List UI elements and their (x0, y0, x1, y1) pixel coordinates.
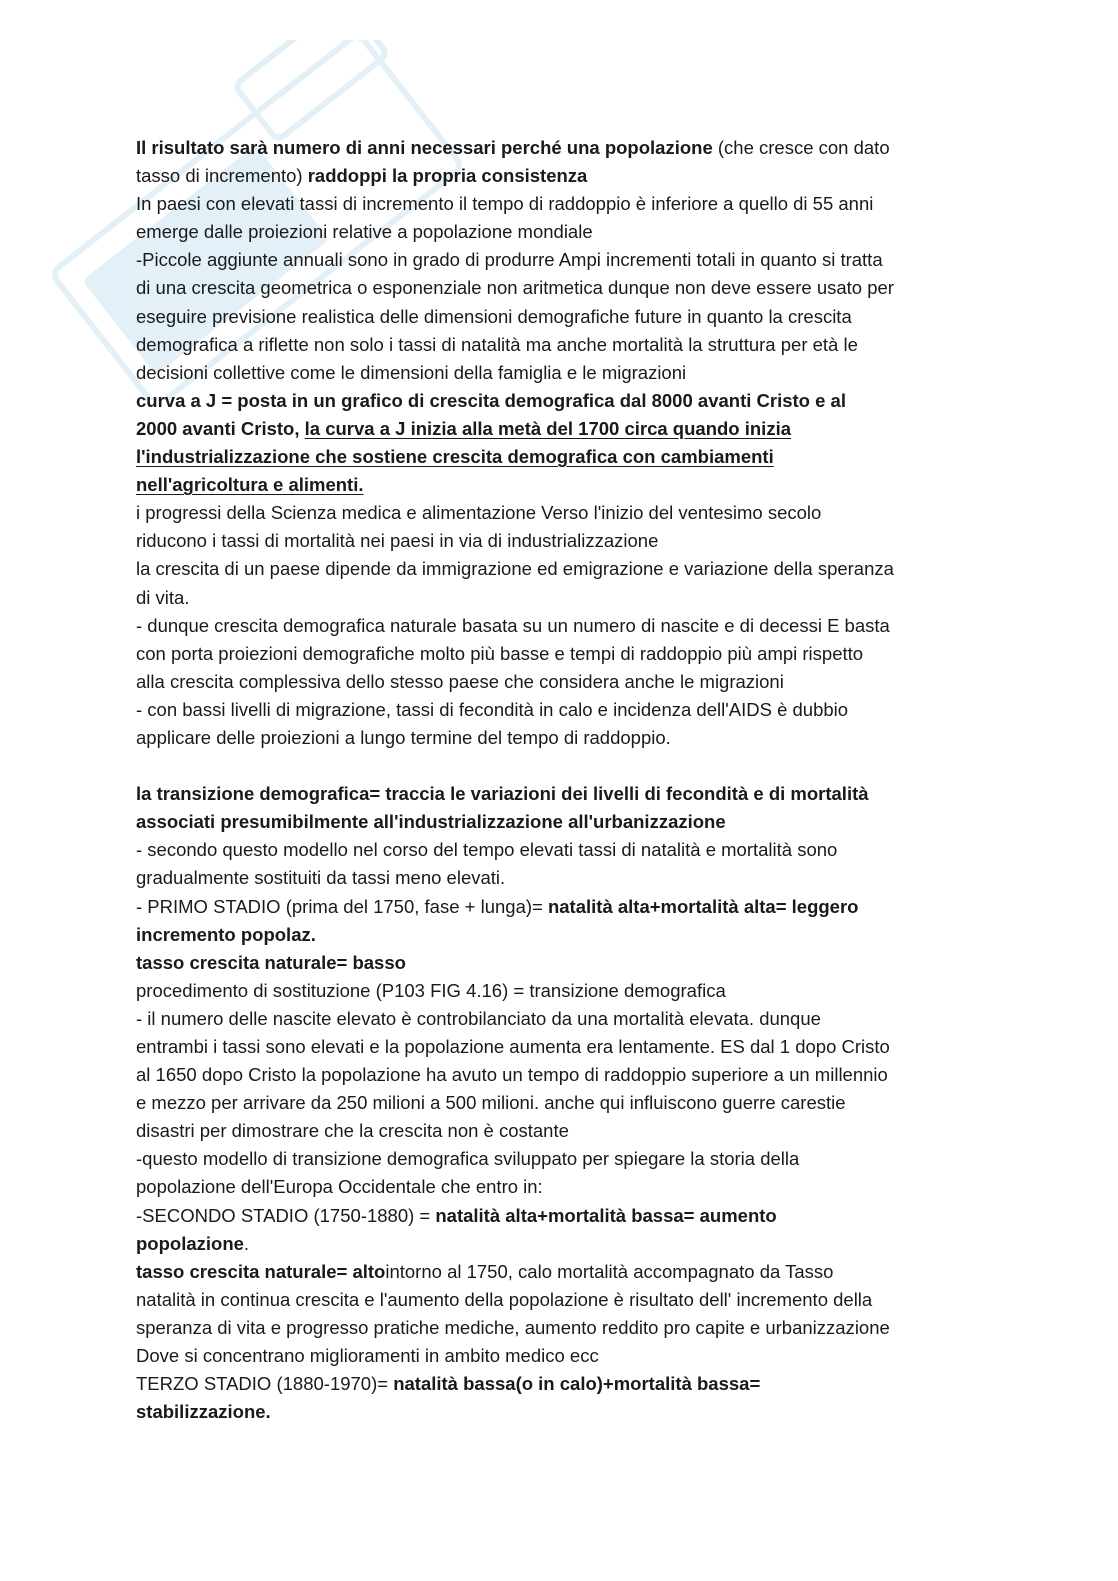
text-line (136, 1061, 986, 1089)
bold-text: natalità alta+mortalità alta= leggero (547, 895, 859, 917)
bold-text: stabilizzazione. (136, 1401, 271, 1423)
text-line (136, 808, 986, 836)
text-line (136, 640, 986, 668)
text-line (136, 471, 986, 499)
text-line (136, 1314, 986, 1342)
text-line (136, 1117, 986, 1145)
text-line (136, 584, 986, 612)
bold-text (305, 418, 791, 439)
text-line (136, 893, 986, 921)
text-line (136, 1258, 986, 1286)
text-line (136, 780, 986, 808)
text-line (136, 190, 986, 218)
bold-text: tasso crescita naturale= basso (136, 951, 406, 973)
text-line (136, 359, 986, 387)
text-line (136, 415, 986, 443)
text-segment: -SECONDO STADIO (1750-1880) = (136, 1204, 436, 1226)
bold-text: tasso crescita naturale= alto (136, 1260, 386, 1282)
underlined-text: l'industrializzazione che sostiene crescita demografica con cambiamenti (136, 446, 774, 468)
text-segment: . (243, 1232, 250, 1254)
text-segment: - con bassi livelli di migrazione, tassi di fecondità in calo e incidenza dell'AIDS è dubbio (136, 698, 849, 720)
text-segment: Dove si concentrano miglioramenti in ambito medico ecc (136, 1345, 599, 1367)
bold-text: la transizione demografica= traccia le variazioni dei livelli di fecondità e di mortalità (136, 783, 869, 805)
text-line (136, 218, 986, 246)
underlined-text: nell'agricoltura e alimenti. (136, 474, 364, 496)
text-line (136, 836, 986, 864)
paragraph-gap (136, 752, 986, 780)
text-segment: - secondo questo modello nel corso del tempo elevati tassi di natalità e mortalità sono (136, 839, 838, 861)
text-segment: demografica a riflette non solo i tassi di natalità ma anche mortalità la struttura per età le (136, 333, 858, 355)
text-segment: - il numero delle nascite elevato è controbilanciato da una mortalità elevata. dunque (136, 1007, 821, 1029)
text-segment: eseguire previsione realistica delle dimensioni demografiche future in quanto la crescita (136, 305, 852, 327)
text-segment: -questo modello di transizione demografica sviluppato per spiegare la storia della (136, 1148, 800, 1170)
text-segment: gradualmente sostituiti da tassi meno elevati. (136, 867, 506, 889)
text-segment: procedimento di sostituzione (P103 FIG 4.16) = transizione demografica (136, 979, 726, 1001)
text-line (136, 246, 986, 274)
text-segment: al 1650 dopo Cristo la popolazione ha avuto un tempo di raddoppio superiore a un millennio (136, 1064, 888, 1086)
text-segment: riducono i tassi di mortalità nei paesi in via di industrializzazione (136, 530, 659, 552)
text-segment: popolazione dell'Europa Occidentale che entro in: (136, 1176, 543, 1198)
text-line (136, 696, 986, 724)
text-line (136, 864, 986, 892)
text-segment: entrambi i tassi sono elevati e la popolazione aumenta era lentamente. ES dal 1 dopo Cristo (136, 1036, 890, 1057)
text-segment: tasso di incremento) (136, 165, 308, 187)
bold-text: natalità alta+mortalità bassa= aumento (435, 1204, 777, 1226)
text-line (136, 724, 986, 752)
text-segment: di una crescita geometrica o esponenziale non aritmetica dunque non deve essere usato per (136, 277, 894, 299)
text-line (136, 1145, 986, 1173)
bold-text: Il risultato sarà numero di anni necessari perché una popolazione (136, 137, 713, 158)
text-line (136, 274, 986, 302)
text-segment: intorno al 1750, calo mortalità accompagnato da Tasso (385, 1260, 834, 1282)
text-line (136, 1398, 986, 1426)
text-line (136, 1173, 986, 1201)
bold-text: popolazione (136, 1232, 244, 1254)
bold-text: raddoppi la propria consistenza (307, 165, 588, 187)
text-line (136, 443, 986, 471)
text-segment: emerge dalle proiezioni relative a popolazione mondiale (136, 221, 593, 243)
text-line (136, 1286, 986, 1314)
text-line (136, 921, 986, 949)
text-line (136, 1089, 986, 1117)
text-line (136, 668, 986, 696)
text-segment: (che cresce con dato (712, 137, 890, 158)
underlined-text: la curva a J inizia alla metà del 1700 circa quando inizia (304, 417, 791, 439)
text-line (136, 1370, 986, 1398)
text-line (136, 555, 986, 583)
text-line (136, 949, 986, 977)
text-line (136, 527, 986, 555)
text-segment: natalità in continua crescita e l'aumento della popolazione è risultato dell' incremento della (136, 1288, 873, 1310)
text-segment: speranza di vita e progresso pratiche mediche, aumento reddito pro capite e urbanizzazione (136, 1316, 890, 1338)
bold-text (136, 474, 364, 495)
bold-text: curva a J = posta in un grafico di crescita demografica dal 8000 avanti Cristo e al (136, 389, 846, 411)
text-segment: con porta proiezioni demografiche molto più basse e tempi di raddoppio più ampi rispetto (136, 642, 864, 664)
text-segment: - PRIMO STADIO (prima del 1750, fase + lunga)= (136, 895, 548, 917)
text-segment: alla crescita complessiva dello stesso paese che considera anche le migrazioni (136, 670, 784, 692)
text-line (136, 331, 986, 359)
text-line (136, 977, 986, 1005)
text-line (136, 303, 986, 331)
text-segment: - dunque crescita demografica naturale basata su un numero di nascite e di decessi E basta (136, 614, 890, 636)
text-line (136, 1230, 986, 1258)
text-line (136, 499, 986, 527)
text-segment: la crescita di un paese dipende da immigrazione ed emigrazione e variazione della speranza (136, 558, 894, 580)
text-line (136, 387, 986, 415)
bold-text (136, 446, 774, 467)
text-segment: di vita. (136, 586, 190, 608)
document-body (136, 134, 986, 1426)
text-line (136, 134, 986, 162)
bold-text: 2000 avanti Cristo, (136, 417, 305, 439)
text-segment: i progressi della Scienza medica e alimentazione Verso l'inizio del ventesimo secolo (136, 502, 822, 524)
text-segment: applicare delle proiezioni a lungo termine del tempo di raddoppio. (136, 726, 671, 748)
text-line (136, 1202, 986, 1230)
text-segment: decisioni collettive come le dimensioni della famiglia e le migrazioni (136, 361, 687, 383)
text-segment: -Piccole aggiunte annuali sono in grado di produrre Ampi incrementi totali in quanto si tratta (136, 249, 883, 271)
bold-text: incremento popolaz. (136, 923, 316, 945)
bold-text: associati presumibilmente all'industrializzazione all'urbanizzazione (136, 811, 726, 833)
text-segment: In paesi con elevati tassi di incremento il tempo di raddoppio è inferiore a quello di 55 anni (136, 193, 874, 215)
text-line (136, 612, 986, 640)
bold-text: natalità bassa(o in calo)+mortalità bassa= (393, 1373, 761, 1395)
text-segment: disastri per dimostrare che la crescita non è costante (136, 1120, 569, 1142)
text-segment: e mezzo per arrivare da 250 milioni a 500 milioni. anche qui influiscono guerre carestie (136, 1092, 846, 1114)
text-line (136, 1033, 986, 1061)
text-line (136, 1342, 986, 1370)
text-line (136, 1005, 986, 1033)
text-line (136, 162, 986, 190)
text-segment: TERZO STADIO (1880-1970)= (136, 1373, 394, 1395)
